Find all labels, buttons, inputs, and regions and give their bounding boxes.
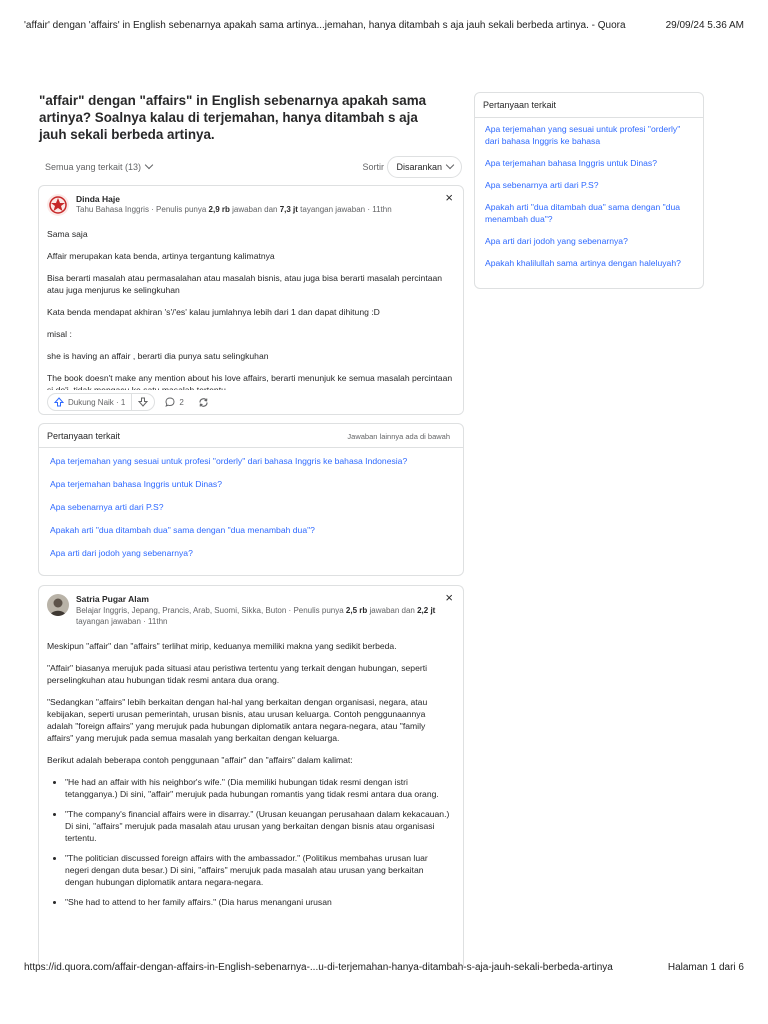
related-questions-list	[39, 448, 463, 559]
answer-header	[39, 186, 463, 226]
vote-group	[47, 393, 155, 411]
answer-filter-row	[38, 156, 464, 184]
author-name[interactable]: Dinda Haje	[76, 194, 120, 204]
list-item: • "The company's financial affairs were in disarray." (Urusan keuangan perusahaan dalam kekacauan.) Di sini, "affairs" merujuk pada masalah atau urusan yang berkaitan dengan bisnis atau organisasi tertentu.	[65, 808, 453, 844]
related-questions-title: Pertanyaan terkait	[47, 431, 121, 441]
related-question-link[interactable]: Apa sebenarnya arti dari P.S?	[50, 502, 164, 512]
avatar[interactable]	[47, 194, 69, 216]
related-questions-inline	[38, 423, 464, 576]
related-question-link[interactable]: Apa terjemahan yang sesuai untuk profesi "orderly" dari bahasa Inggris ke bahasa Indonesia?	[50, 456, 408, 466]
example-list	[47, 776, 453, 908]
answer-actions	[39, 390, 463, 414]
upvote-arrow-icon	[54, 397, 64, 407]
sidebar-question-link[interactable]: Apa terjemahan bahasa Inggris untuk Dinas?	[485, 158, 657, 168]
answer-paragraph: "Sedangkan "affairs" lebih berkaitan dengan hal-hal yang berkaitan dengan organisasi, negara, atau kebijakan, seperti urusan pemerintah, urusan bisnis, atau urusan keluarga. Contoh penggunaannya adalah "foreign affairs" yang merujuk pada hubungan diplomatik antara negara-negara, atau "family affairs" yang merujuk pada semua masalah yang berkaitan dengan keluarga.	[47, 697, 428, 743]
sort-label: Sortir	[362, 162, 384, 172]
share-button[interactable]	[194, 394, 213, 410]
downvote-arrow-icon	[138, 397, 148, 407]
author-name[interactable]: Satria Pugar Alam	[76, 594, 149, 604]
related-question-link[interactable]: Apa arti dari jodoh yang sebenarnya?	[50, 548, 193, 558]
answer-paragraph: Bisa berarti masalah atau permasalahan atau masalah bisnis, atau juga bisa berarti masalah percintaan atau juga menjurus ke selingkuhan	[47, 273, 443, 295]
answer-paragraph: Kata benda mendapat akhiran 's'/'es' kalau jumlahnya lebih dari 1 dan dapat dihitung :D	[47, 307, 380, 317]
comment-count: 2	[179, 397, 184, 407]
chevron-down-icon	[446, 161, 454, 169]
sidebar-question-link[interactable]: Apakah arti "dua ditambah dua" sama dengan "dua menambah dua"?	[485, 202, 681, 224]
author-credential: Tahu Bahasa Inggris · Penulis punya 2,9 rb jawaban dan 7,3 jt tayangan jawaban · 11thn	[76, 205, 392, 214]
print-datetime: 29/09/24 5.36 AM	[665, 20, 744, 31]
list-item: • "She had to attend to her family affairs." (Dia harus menangani urusan	[65, 896, 453, 908]
main-column	[38, 92, 464, 966]
answer-body	[39, 226, 463, 396]
print-url: https://id.quora.com/affair-dengan-affairs-in-English-sebenarnya-...u-di-terjemahan-hanya-ditambah-s-aja-jauh-sekali-berbeda-artinya	[24, 962, 613, 973]
avatar-photo-icon	[47, 594, 69, 616]
chevron-down-icon	[145, 161, 153, 169]
answer-paragraph: she is having an affair , berarti dia punya satu selingkuhan	[47, 351, 269, 361]
print-page-title: 'affair' dengan 'affairs' in English sebenarnya apakah sama artinya...jemahan, hanya ditambah s aja jauh sekali berbeda artinya. - Quora	[24, 20, 626, 31]
author-credential: Belajar Inggris, Jepang, Prancis, Arab, Suomi, Sikka, Buton · Penulis punya 2,5 rb jawaban dan 2,2 jt tayangan jawaban · 11thn	[76, 606, 436, 626]
avatar[interactable]	[47, 594, 69, 616]
related-questions-note: Jawaban lainnya ada di bawah	[347, 432, 450, 441]
close-icon[interactable]: ×	[445, 190, 453, 205]
reshare-icon	[198, 397, 209, 408]
sort-dropdown[interactable]	[387, 156, 462, 178]
answer-paragraph: Affair merupakan kata benda, artinya tergantung kalimatnya	[47, 251, 275, 261]
answer-paragraph: Berikut adalah beberapa contoh penggunaan "affair" dan "affairs" dalam kalimat:	[47, 755, 353, 765]
sidebar-header	[475, 93, 703, 118]
sidebar-title: Pertanyaan terkait	[483, 100, 557, 110]
answer-header	[39, 586, 463, 638]
all-related-label: Semua yang terkait (13)	[45, 162, 142, 172]
comment-button[interactable]	[161, 394, 187, 410]
close-icon[interactable]: ×	[445, 590, 453, 605]
answer-paragraph: misal :	[47, 329, 72, 339]
sidebar-question-link[interactable]: Apa sebenarnya arti dari P.S?	[485, 180, 599, 190]
sidebar-question-link[interactable]: Apa terjemahan yang sesuai untuk profesi "orderly" dari bahasa Inggris ke bahasa	[485, 124, 681, 146]
sidebar-list	[475, 118, 703, 269]
list-item: • "He had an affair with his neighbor's wife." (Dia memiliki hubungan tidak resmi dengan istri tetangganya.) Di sini, "affair" merujuk pada hubungan romantis yang tidak resmi antara dua orang.	[65, 776, 453, 800]
answer-paragraph: "Affair" biasanya merujuk pada situasi atau peristiwa tertentu yang terkait dengan hubungan, seperti perselingkuhan atau hubungan tidak resmi antara dua orang.	[47, 663, 428, 685]
comment-icon	[165, 397, 175, 407]
sidebar-question-link[interactable]: Apakah khalilullah sama artinya dengan haleluyah?	[485, 258, 681, 268]
print-page-number: Halaman 1 dari 6	[667, 962, 744, 973]
question-title: "affair" dengan "affairs" in English sebenarnya apakah sama artinya? Soalnya kalau di terjemahan, hanya ditambah s aja jauh sekali berbeda artinya.	[39, 93, 427, 142]
all-related-dropdown[interactable]	[45, 162, 152, 172]
answer-card	[38, 585, 464, 966]
upvote-button[interactable]	[48, 394, 132, 410]
answer-body	[39, 638, 463, 908]
answer-paragraph: The book doesn't make any mention about his love affairs, berarti menunjuk ke semua masalah percintaan	[47, 373, 453, 383]
sidebar-question-link[interactable]: Apa arti dari jodoh yang sebenarnya?	[485, 236, 628, 246]
avatar-emblem-icon	[47, 194, 69, 216]
upvote-label: Dukung Naik · 1	[68, 397, 126, 407]
answer-paragraph: Sama saja	[47, 229, 88, 239]
related-question-link[interactable]: Apakah arti "dua ditambah dua" sama dengan "dua menambah dua"?	[50, 525, 315, 535]
downvote-button[interactable]	[132, 394, 154, 410]
answer-card	[38, 185, 464, 415]
related-question-link[interactable]: Apa terjemahan bahasa Inggris untuk Dinas?	[50, 479, 222, 489]
related-questions-sidebar	[474, 92, 704, 289]
list-item: • "The politician discussed foreign affairs with the ambassador." (Politikus membahas urusan luar negeri dengan duta besar.) Di sini, "affairs" merujuk pada masalah atau urusan yang berkaitan dengan hubungan diplomatik antara negara-negara.	[65, 852, 453, 888]
answer-paragraph: Meskipun "affair" dan "affairs" terlihat mirip, keduanya memiliki makna yang sedikit berbeda.	[47, 641, 397, 651]
print-header	[24, 20, 744, 34]
sort-value: Disarankan	[396, 162, 442, 172]
print-footer	[24, 962, 744, 976]
related-questions-header	[39, 424, 463, 448]
